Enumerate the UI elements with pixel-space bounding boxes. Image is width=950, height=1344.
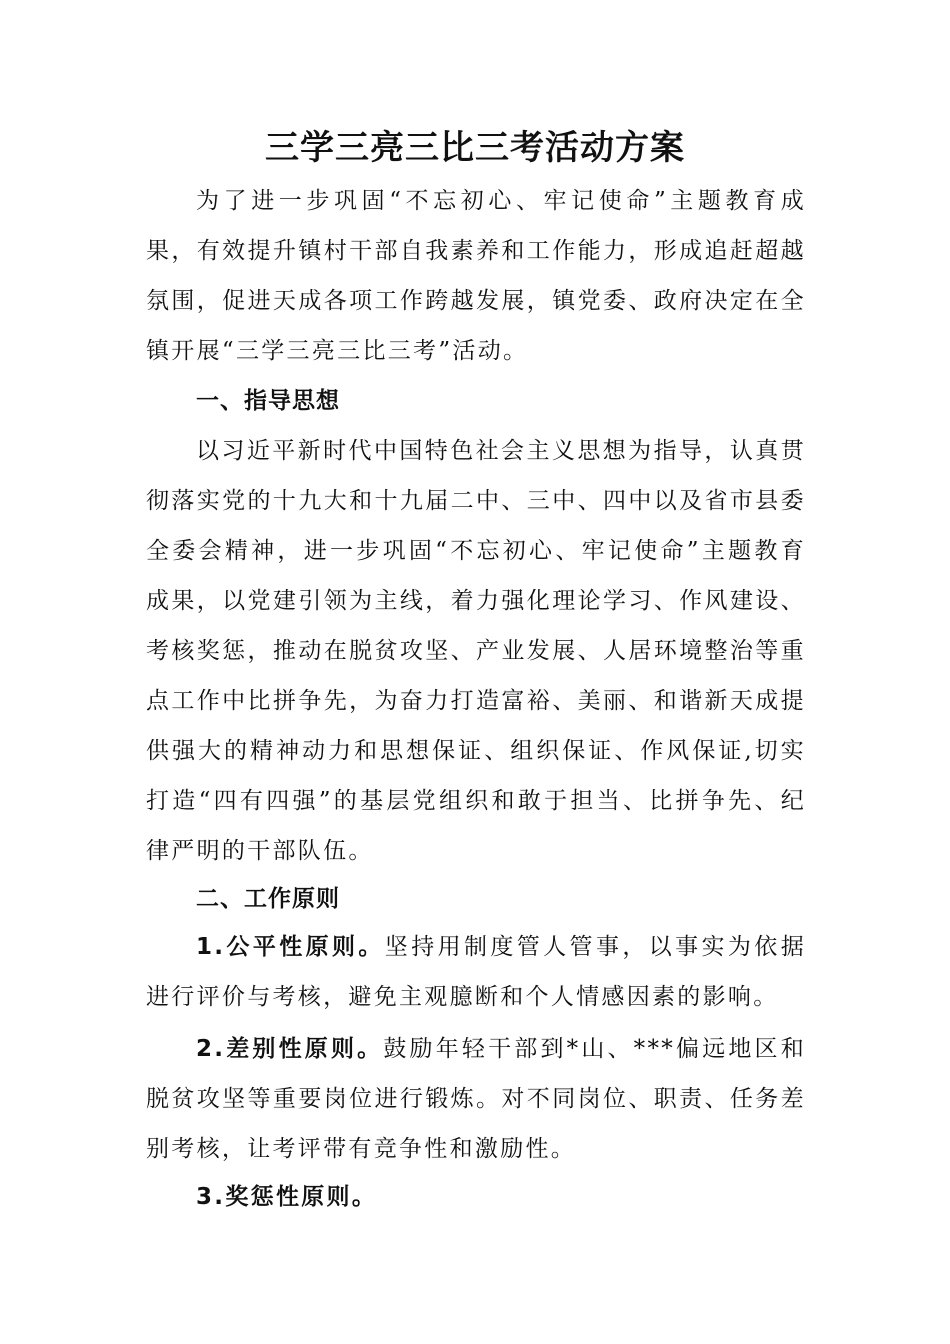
- principle-item: [146, 1172, 806, 1222]
- principle-lead: 1.公平性原则。: [196, 934, 385, 960]
- section2-heading: 二、工作原则: [196, 886, 340, 912]
- intro-paragraph: 为了进一步巩固“不忘初心、牢记使命”主题教育成果，有效提升镇村干部自我素养和工作能力，形成追赶超越氛围，促进天成各项工作跨越发展，镇党委、政府决定在全镇开展“三学三亮三比三考”活动。: [146, 188, 806, 364]
- principle-text: 鼓励年轻干部到*山、***偏远地区和脱贫攻坚等重要岗位进行锻炼。对不同岗位、职责、任务差别考核，让考评带有竞争性和激励性。: [146, 1036, 807, 1162]
- section1-paragraph: 以习近平新时代中国特色社会主义思想为指导，认真贯彻落实党的十九大和十九届二中、三中、四中以及省市县委全委会精神，进一步巩固“不忘初心、牢记使命”主题教育成果，以党建引领为主线，着力强化理论学习、作风建设、考核奖惩，推动在脱贫攻坚、产业发展、人居环境整治等重点工作中比拼争先，为奋力打造富裕、美丽、和谐新天成提供强大的精神动力和思想保证、组织保证、作风保证,切实打造“四有四强”的基层党组织和敢于担当、比拼争先、纪律严明的干部队伍。: [146, 438, 806, 864]
- principle-lead: 3.奖惩性原则。: [196, 1184, 378, 1210]
- document-title: 三学三亮三比三考活动方案: [265, 128, 685, 168]
- principle-text: 坚持用制度管人管事，以事实为依据进行评价与考核，避免主观臆断和个人情感因素的影响。: [146, 934, 806, 1010]
- section1-heading: 一、指导思想: [196, 388, 340, 414]
- principle-item: [146, 922, 806, 1022]
- principle-item: [146, 1024, 806, 1174]
- principle-lead: 2.差别性原则。: [196, 1036, 384, 1062]
